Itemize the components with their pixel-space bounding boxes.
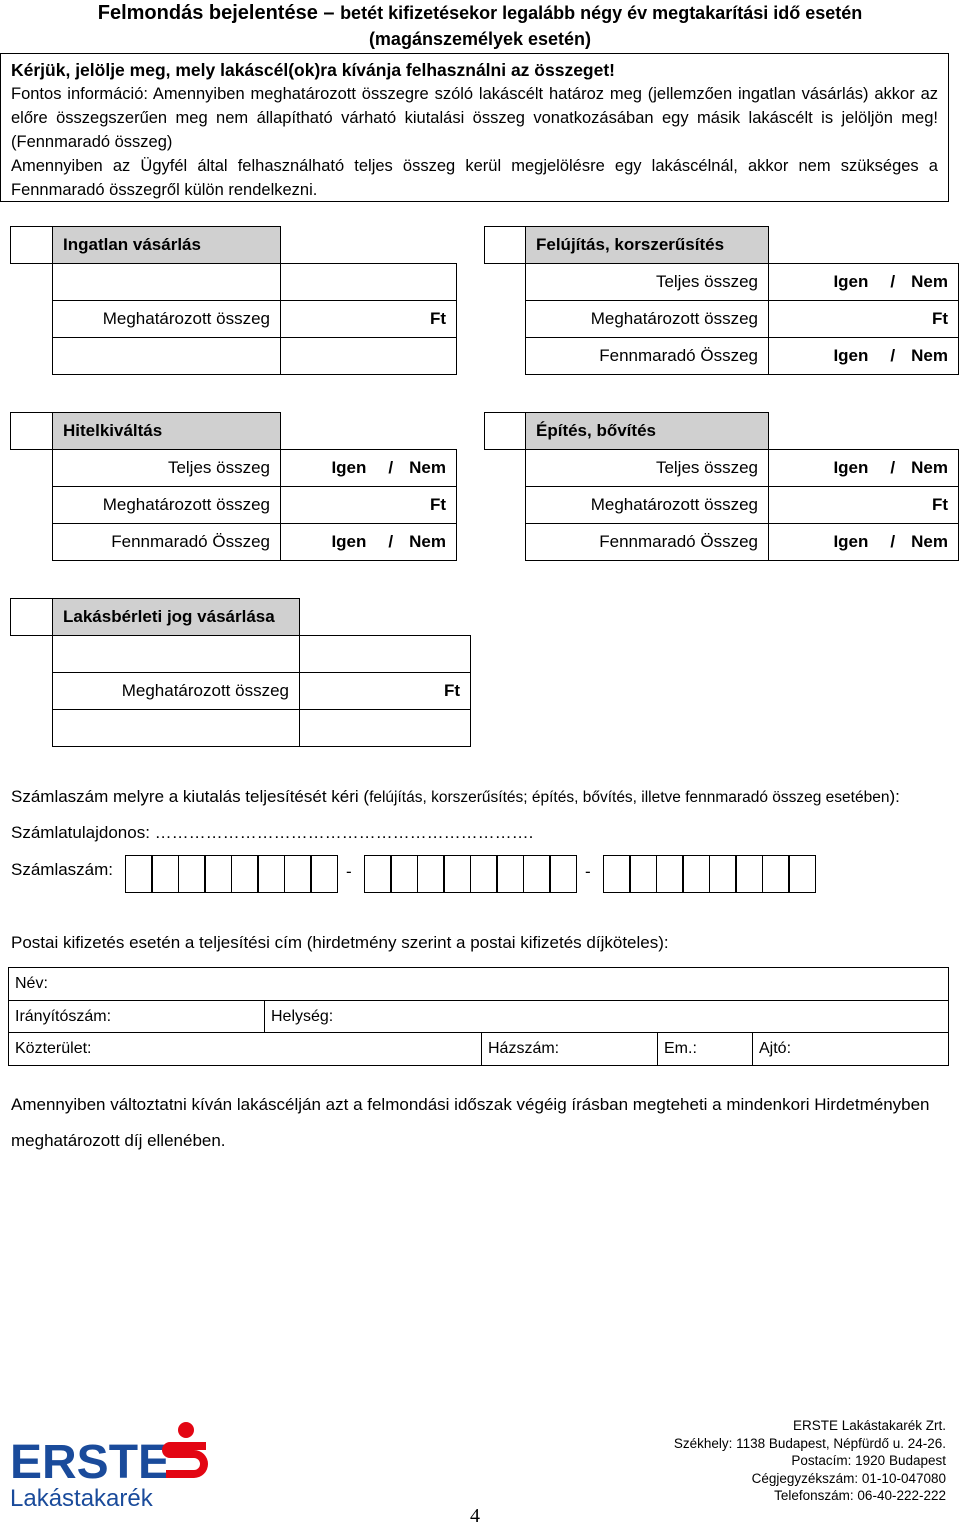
closing-line-2: meghatározott díj ellenében. xyxy=(11,1131,226,1150)
empty-cell xyxy=(52,337,281,375)
field-meghatarozott-epites[interactable] xyxy=(768,486,959,524)
empty-field[interactable] xyxy=(299,709,471,747)
account-digit-box[interactable] xyxy=(284,855,311,893)
account-digit-box[interactable] xyxy=(789,855,816,893)
field-em[interactable] xyxy=(657,1032,753,1066)
option-nem[interactable]: Nem xyxy=(911,272,948,291)
checkbox-epites[interactable] xyxy=(484,412,526,450)
account-digit-box[interactable] xyxy=(630,855,657,893)
field-iranyitoszam[interactable] xyxy=(8,1000,265,1033)
account-digit-box[interactable] xyxy=(762,855,789,893)
label-ajto: Ajtó: xyxy=(759,1040,792,1057)
option-igen[interactable]: Igen xyxy=(833,272,869,291)
slash: / xyxy=(388,532,394,551)
label-em: Em.: xyxy=(664,1040,697,1057)
company-info xyxy=(674,1417,946,1505)
account-intro xyxy=(11,786,900,809)
account-digit-box[interactable] xyxy=(391,855,418,893)
field-hazszam[interactable] xyxy=(481,1032,658,1066)
checkbox-hitelkivaltas[interactable] xyxy=(10,412,53,450)
label-meghatarozott-ingatlan: Meghatározott összeg xyxy=(52,300,281,338)
toggle-fennmarado-felujitas[interactable] xyxy=(768,337,959,375)
slash: / xyxy=(890,458,896,477)
account-digit-box[interactable] xyxy=(497,855,524,893)
title-main: Felmondás bejelentése xyxy=(97,2,318,24)
field-meghatarozott-hitelkivaltas[interactable] xyxy=(280,486,457,524)
title-subline: (magánszemélyek esetén) xyxy=(368,29,592,49)
option-nem[interactable]: Nem xyxy=(911,532,948,551)
field-helyseg[interactable] xyxy=(264,1000,949,1033)
ft-unit: Ft xyxy=(429,309,446,328)
checkbox-ingatlan[interactable] xyxy=(10,226,53,264)
account-digit-box[interactable] xyxy=(656,855,683,893)
account-digit-box[interactable] xyxy=(736,855,763,893)
toggle-teljes-felujitas[interactable] xyxy=(768,263,959,301)
label-meghatarozott-lakasberleti: Meghatározott összeg xyxy=(52,672,300,710)
info-question: Kérjük, jelölje meg, mely lakáscél(ok)ra kívánja felhasználni az összeget! xyxy=(11,60,616,80)
option-nem[interactable]: Nem xyxy=(409,458,446,477)
label-teljes-hitelkivaltas: Teljes összeg xyxy=(52,449,281,487)
field-meghatarozott-felujitas[interactable] xyxy=(768,300,959,338)
option-igen[interactable]: Igen xyxy=(833,532,869,551)
account-digit-box[interactable] xyxy=(364,855,391,893)
empty-cell xyxy=(52,635,300,673)
option-igen[interactable]: Igen xyxy=(331,532,367,551)
postal-intro: Postai kifizetés esetén a teljesítési cím (hirdetmény szerint a postai kifizetés díjköteles): xyxy=(11,933,669,952)
account-digit-box[interactable] xyxy=(444,855,471,893)
field-meghatarozott-lakasberleti[interactable] xyxy=(299,672,471,710)
checkbox-lakasberleti[interactable] xyxy=(10,598,53,636)
title-dash: – xyxy=(317,2,341,24)
section-heading-lakasberleti: Lakásbérleti jog vásárlása xyxy=(52,598,300,636)
section-heading-ingatlan: Ingatlan vásárlás xyxy=(52,226,281,264)
account-digit-box[interactable] xyxy=(311,855,338,893)
erste-logo xyxy=(10,1420,210,1512)
label-hazszam: Házszám: xyxy=(488,1040,560,1057)
info-paragraph-2: Amennyiben az Ügyfél által felhasználható teljes összeg kerül megjelölésre egy lakáscélnál, akkor nem szükséges a Fennmaradó összegről külön rendelkezni. xyxy=(11,157,938,199)
company-name: ERSTE Lakástakarék Zrt. xyxy=(792,1418,946,1433)
slash: / xyxy=(890,272,896,291)
section-heading-felujitas: Felújítás, korszerűsítés xyxy=(525,226,769,264)
label-helyseg: Helység: xyxy=(271,1007,334,1025)
toggle-fennmarado-hitelkivaltas[interactable] xyxy=(280,523,457,561)
option-nem[interactable]: Nem xyxy=(911,346,948,365)
label-iranyitoszam: Irányítószám: xyxy=(15,1007,112,1025)
account-dash-2: - xyxy=(585,862,591,881)
page-number: 4 xyxy=(470,1505,480,1526)
option-igen[interactable]: Igen xyxy=(833,458,869,477)
toggle-teljes-epites[interactable] xyxy=(768,449,959,487)
account-digit-box[interactable] xyxy=(523,855,550,893)
slash: / xyxy=(388,458,394,477)
field-nev[interactable] xyxy=(8,967,949,1001)
section-heading-epites: Építés, bővítés xyxy=(525,412,769,450)
account-owner xyxy=(11,822,533,844)
company-phone: Telefonszám: 06-40-222-222 xyxy=(774,1488,946,1503)
account-dash-1: - xyxy=(346,862,352,881)
toggle-teljes-hitelkivaltas[interactable] xyxy=(280,449,457,487)
checkbox-felujitas[interactable] xyxy=(484,226,526,264)
account-digit-box[interactable] xyxy=(258,855,285,893)
empty-field[interactable] xyxy=(280,337,457,375)
option-nem[interactable]: Nem xyxy=(911,458,948,477)
account-owner-field[interactable]: …………………………………………………………. xyxy=(154,823,534,842)
erste-logo-graphic xyxy=(10,1420,210,1512)
logo-word-lakastakarek: Lakástakarék xyxy=(10,1485,153,1512)
toggle-fennmarado-epites[interactable] xyxy=(768,523,959,561)
ft-unit: Ft xyxy=(443,681,460,700)
company-seat: Székhely: 1138 Budapest, Népfürdő u. 24-26. xyxy=(673,1435,946,1451)
label-teljes-epites: Teljes összeg xyxy=(525,449,769,487)
label-meghatarozott-hitelkivaltas: Meghatározott összeg xyxy=(52,486,281,524)
account-digit-box[interactable] xyxy=(205,855,232,893)
option-igen[interactable]: Igen xyxy=(833,346,869,365)
label-nev: Név: xyxy=(15,975,48,992)
info-box xyxy=(0,53,949,202)
account-intro-end: ): xyxy=(889,787,900,806)
slash: / xyxy=(890,346,896,365)
closing-line-1: Amennyiben változtatni kíván lakáscélján azt a felmondási időszak végéig írásban megteheti a mindenkori Hirdetményben xyxy=(11,1095,930,1114)
title-sub: betét kifizetésekor legalább négy év megtakarítási idő esetén xyxy=(340,3,863,23)
ft-unit: Ft xyxy=(429,495,446,514)
logo-word-erste: ERSTE xyxy=(10,1436,171,1489)
option-nem[interactable]: Nem xyxy=(409,532,446,551)
slash: / xyxy=(890,532,896,551)
info-paragraph-1: Fontos információ: Amennyiben meghatározott összegre szóló lakáscélt határoz meg (jellemzően ingatlan vásárlás) akkor az előre összegszerűen meg nem állapítható várható kiutalási összeg vonatkozásában egy másik lakáscélt is jelöljön meg! (Fennmaradó összeg) xyxy=(11,85,938,151)
account-digit-box[interactable] xyxy=(709,855,736,893)
label-meghatarozott-felujitas: Meghatározott összeg xyxy=(525,300,769,338)
field-ajto[interactable] xyxy=(752,1032,949,1066)
account-digit-box[interactable] xyxy=(417,855,444,893)
company-registry: Cégjegyzékszám: 01-10-047080 xyxy=(751,1470,946,1486)
account-digit-box[interactable] xyxy=(178,855,205,893)
label-teljes-felujitas: Teljes összeg xyxy=(525,263,769,301)
account-number-label: Számlaszám: xyxy=(11,860,114,879)
label-kozterulet: Közterület: xyxy=(15,1040,92,1057)
label-meghatarozott-epites: Meghatározott összeg xyxy=(525,486,769,524)
account-digit-box[interactable] xyxy=(125,855,152,893)
account-digit-box[interactable] xyxy=(683,855,710,893)
option-igen[interactable]: Igen xyxy=(331,458,367,477)
section-heading-hitelkivaltas: Hitelkiváltás xyxy=(52,412,281,450)
empty-cell xyxy=(52,709,300,747)
ft-unit: Ft xyxy=(931,495,948,514)
empty-cell xyxy=(52,263,281,301)
empty-field[interactable] xyxy=(299,635,471,673)
empty-field[interactable] xyxy=(280,263,457,301)
form-title xyxy=(0,0,960,26)
account-digit-box[interactable] xyxy=(231,855,258,893)
label-fennmarado-epites: Fennmaradó Összeg xyxy=(525,523,769,561)
account-digit-box[interactable] xyxy=(550,855,577,893)
account-intro-small: felújítás, korszerűsítés; építés, bővítés, illetve fennmaradó összeg esetében xyxy=(369,789,890,806)
account-digit-box[interactable] xyxy=(470,855,497,893)
ft-unit: Ft xyxy=(931,309,948,328)
account-digit-box[interactable] xyxy=(152,855,179,893)
field-kozterulet[interactable] xyxy=(8,1032,482,1066)
account-owner-label: Számlatulajdonos: xyxy=(11,823,150,842)
account-digit-box[interactable] xyxy=(603,855,630,893)
account-intro-text: Számlaszám melyre a kiutalás teljesítését kéri ( xyxy=(11,787,370,806)
label-fennmarado-felujitas: Fennmaradó Összeg xyxy=(525,337,769,375)
company-postal: Postacím: 1920 Budapest xyxy=(791,1453,946,1468)
field-meghatarozott-ingatlan[interactable] xyxy=(280,300,457,338)
label-fennmarado-hitelkivaltas: Fennmaradó Összeg xyxy=(52,523,281,561)
